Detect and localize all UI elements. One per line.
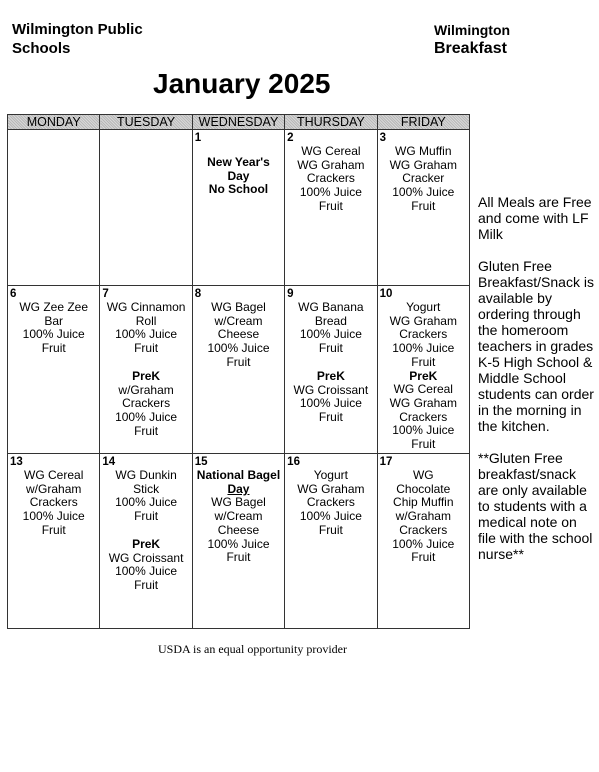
gluten-free-note: Gluten Free Breakfast/Snack is available by ordering through the homeroom teachers in grades K-5 High School & Middle School students can order in the morning in the kitchen. — [478, 258, 594, 434]
menu-calendar — [7, 114, 470, 629]
day-cell-10 — [377, 286, 469, 454]
day-cell-6 — [8, 286, 100, 454]
day-cell-7 — [100, 286, 192, 454]
day-number: 9 — [287, 288, 294, 300]
district-line-2: Schools — [12, 40, 71, 57]
day-cell-3 — [377, 130, 469, 286]
weekday-wednesday: WEDNESDAY — [192, 115, 284, 130]
day-cell-13 — [8, 454, 100, 629]
day-number: 13 — [10, 456, 23, 468]
day-number: 15 — [194, 456, 208, 468]
day-cell-empty — [8, 130, 100, 286]
prek-menu-items: w/Graham Crackers 100% Juice Fruit — [115, 382, 178, 438]
meal-type: Breakfast — [434, 40, 507, 57]
weekday-monday: MONDAY — [8, 115, 100, 130]
day-cell-14 — [100, 454, 192, 629]
weekday-thursday: THURSDAY — [285, 115, 377, 130]
day-cell-16 — [285, 454, 377, 629]
medical-note: **Gluten Free breakfast/snack are only available to students with a medical note on file with the school nurse** — [478, 450, 593, 562]
menu-items: WG Bagel w/Cream Cheese 100% Juice Fruit — [207, 300, 270, 369]
town-name: Wilmington — [434, 22, 511, 38]
holiday-note: New Year's Day No School — [207, 155, 270, 197]
menu-heading — [434, 22, 510, 57]
weekday-tuesday: TUESDAY — [100, 115, 192, 130]
prek-menu-items: WG Croissant 100% Juice Fruit — [108, 550, 184, 592]
menu-items: WG Zee Zee Bar 100% Juice Fruit — [19, 300, 89, 356]
special-day-note: National Bagel Day — [196, 468, 281, 496]
day-number: 17 — [379, 456, 393, 468]
page-title: January 2025 — [153, 68, 331, 99]
week-row-3 — [8, 454, 470, 629]
menu-items: WG Dunkin Stick 100% Juice Fruit — [115, 468, 178, 524]
menu-items: WG Cereal w/Graham Crackers 100% Juice Fruit — [22, 468, 85, 537]
menu-items: WG Cereal WG Graham Crackers 100% Juice Fruit — [297, 144, 365, 213]
weekday-header-row — [8, 115, 470, 130]
day-number: 3 — [379, 132, 386, 144]
sidebar-notes — [478, 194, 596, 578]
day-number: 6 — [10, 288, 17, 300]
prek-label: PreK — [132, 536, 161, 551]
district-line-1: Wilmington Public — [12, 21, 143, 38]
district-name — [12, 20, 143, 58]
day-number: 7 — [102, 288, 109, 300]
prek-menu-items: WG Cereal WG Graham Crackers 100% Juice Fruit — [389, 382, 457, 452]
day-cell-17 — [377, 454, 469, 629]
day-number: 8 — [194, 288, 202, 300]
menu-items: WG Banana Bread 100% Juice Fruit — [298, 300, 364, 356]
meals-free-note: All Meals are Free and come with LF Milk — [478, 194, 592, 242]
day-cell-empty — [100, 130, 192, 286]
menu-items: WG Chocolate Chip Muffin w/Graham Crackers 100% Juice Fruit — [392, 468, 455, 565]
usda-statement: USDA is an equal opportunity provider — [158, 642, 347, 656]
menu-items: WG Bagel w/Cream Cheese 100% Juice Fruit — [207, 495, 270, 565]
weekday-friday: FRIDAY — [377, 115, 469, 130]
day-cell-9 — [285, 286, 377, 454]
day-cell-15 — [192, 454, 284, 629]
week-row-1 — [8, 130, 470, 286]
day-number: 14 — [102, 456, 116, 468]
prek-menu-items: WG Croissant 100% Juice Fruit — [293, 382, 369, 424]
day-cell-2 — [285, 130, 377, 286]
menu-items: WG Cinnamon Roll 100% Juice Fruit — [106, 300, 186, 356]
prek-label: PreK — [132, 368, 161, 383]
menu-items: Yogurt WG Graham Crackers 100% Juice Fruit — [389, 300, 457, 369]
menu-items: WG Muffin WG Graham Cracker 100% Juice Fruit — [389, 144, 457, 213]
menu-items: Yogurt WG Graham Crackers 100% Juice Fruit — [297, 468, 365, 537]
prek-label: PreK — [409, 368, 438, 383]
underlined-day: Day — [227, 481, 250, 496]
prek-label: PreK — [316, 368, 345, 383]
day-number: 2 — [287, 132, 294, 144]
day-cell-8 — [192, 286, 284, 454]
week-row-2 — [8, 286, 470, 454]
day-cell-1 — [192, 130, 284, 286]
day-number: 16 — [287, 456, 300, 468]
day-number: 1 — [194, 132, 202, 144]
day-number: 10 — [379, 288, 393, 300]
